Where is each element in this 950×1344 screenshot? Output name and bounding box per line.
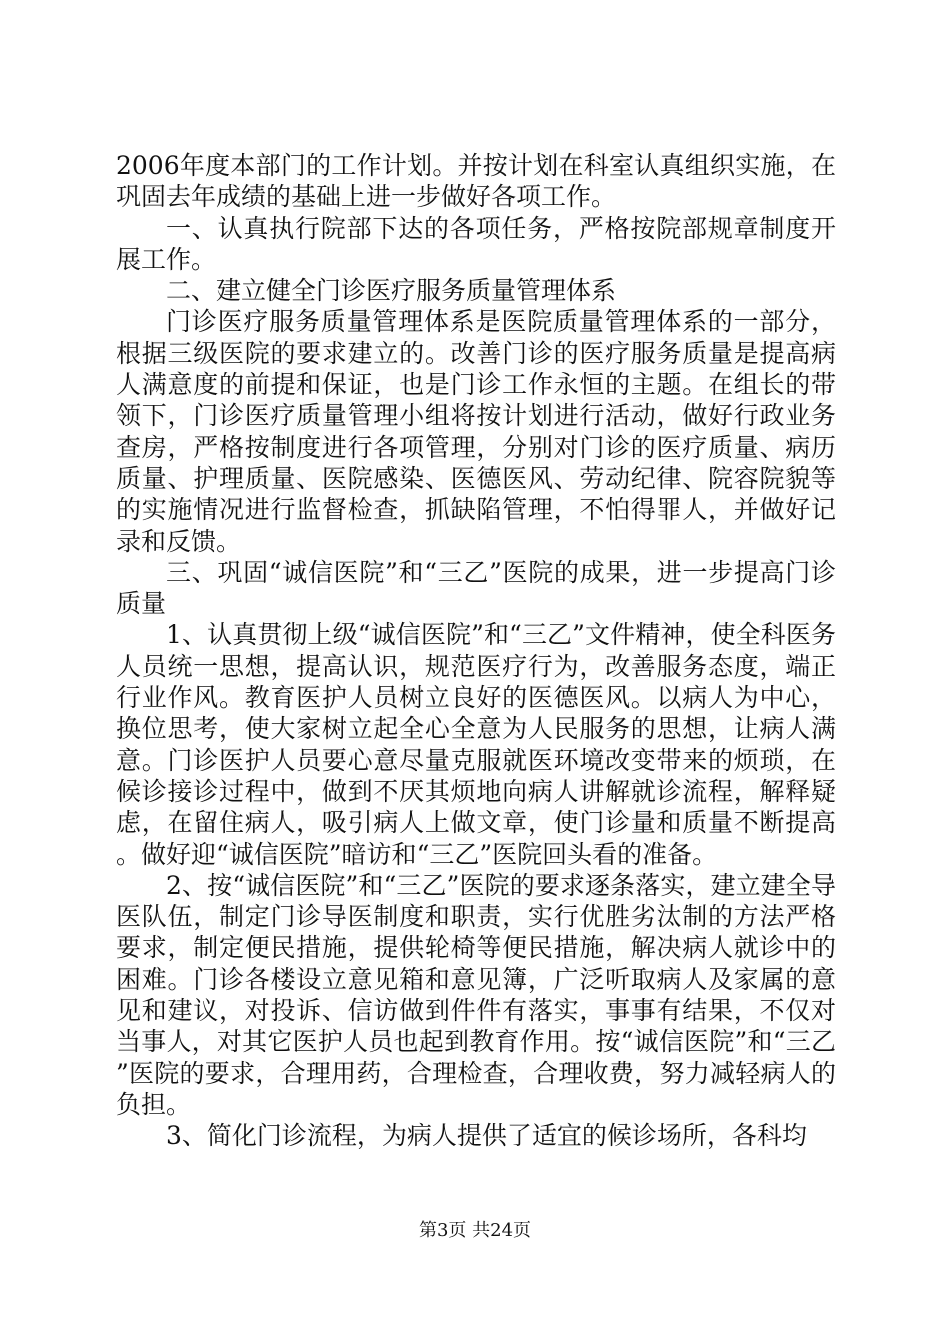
- paragraph-3: 二、建立健全门诊医疗服务质量管理体系: [166, 276, 617, 306]
- paragraph-8: 3、简化门诊流程，为病人提供了适宜的候诊场所，各科均: [166, 1121, 807, 1151]
- paragraph-5: 三、巩固“诚信医院”和“三乙”医院的成果，进一步提高门诊质量: [116, 557, 836, 619]
- document-body: [116, 150, 836, 1152]
- paragraph-7: 2、按“诚信医院”和“三乙”医院的要求逐条落实，建立建全导医队伍，制定门诊导医制度和职责，实行优胜劣汰制的方法严格要求，制定便民措施，提供轮椅等便民措施，解决病人就诊中的困难。门诊各楼设立意见箱和意见簿，广泛听取病人及家属的意见和建议，对投诉、信访做到件件有落实，事事有结果，不仅对当事人，对其它医护人员也起到教育作用。按“诚信医院”和“三乙”医院的要求，合理用药，合理检查，合理收费，努力减轻病人的负担。: [116, 870, 836, 1119]
- paragraph-4: 门诊医疗服务质量管理体系是医院质量管理体系的一部分，根据三级医院的要求建立的。改善门诊的医疗服务质量是提高病人满意度的前提和保证，也是门诊工作永恒的主题。在组长的带领下，门诊医疗质量管理小组将按计划进行活动，做好行政业务查房，严格按制度进行各项管理，分别对门诊的医疗质量、病历质量、护理质量、医院感染、医德医风、劳动纪律、院容院貌等的实施情况进行监督检查，抓缺陷管理，不怕得罪人，并做好记录和反馈。: [116, 307, 836, 556]
- paragraph-2: 一、认真执行院部下达的各项任务，严格按院部规章制度开展工作。: [116, 213, 836, 274]
- page-footer: 第3页 共24页: [418, 1220, 532, 1241]
- paragraph-6: 1、认真贯彻上级“诚信医院”和“三乙”文件精神，使全科医务人员统一思想，提高认识，规范医疗行为，改善服务态度，端正行业作风。教育医护人员树立良好的医德医风。以病人为中心，换位思考，使大家树立起全心全意为人民服务的思想，让病人满意。门诊医护人员要心意尽量克服就医环境改变带来的烦琐，在候诊接诊过程中，做到不厌其烦地向病人讲解就诊流程，解释疑虑，在留住病人，吸引病人上做文章，使门诊量和质量不断提高。做好迎“诚信医院”暗访和“三乙”医院回头看的准备。: [116, 620, 836, 869]
- paragraph-1: 2006年度本部门的工作计划。并按计划在科室认真组织实施，在巩固去年成绩的基础上进一步做好各项工作。: [116, 151, 836, 212]
